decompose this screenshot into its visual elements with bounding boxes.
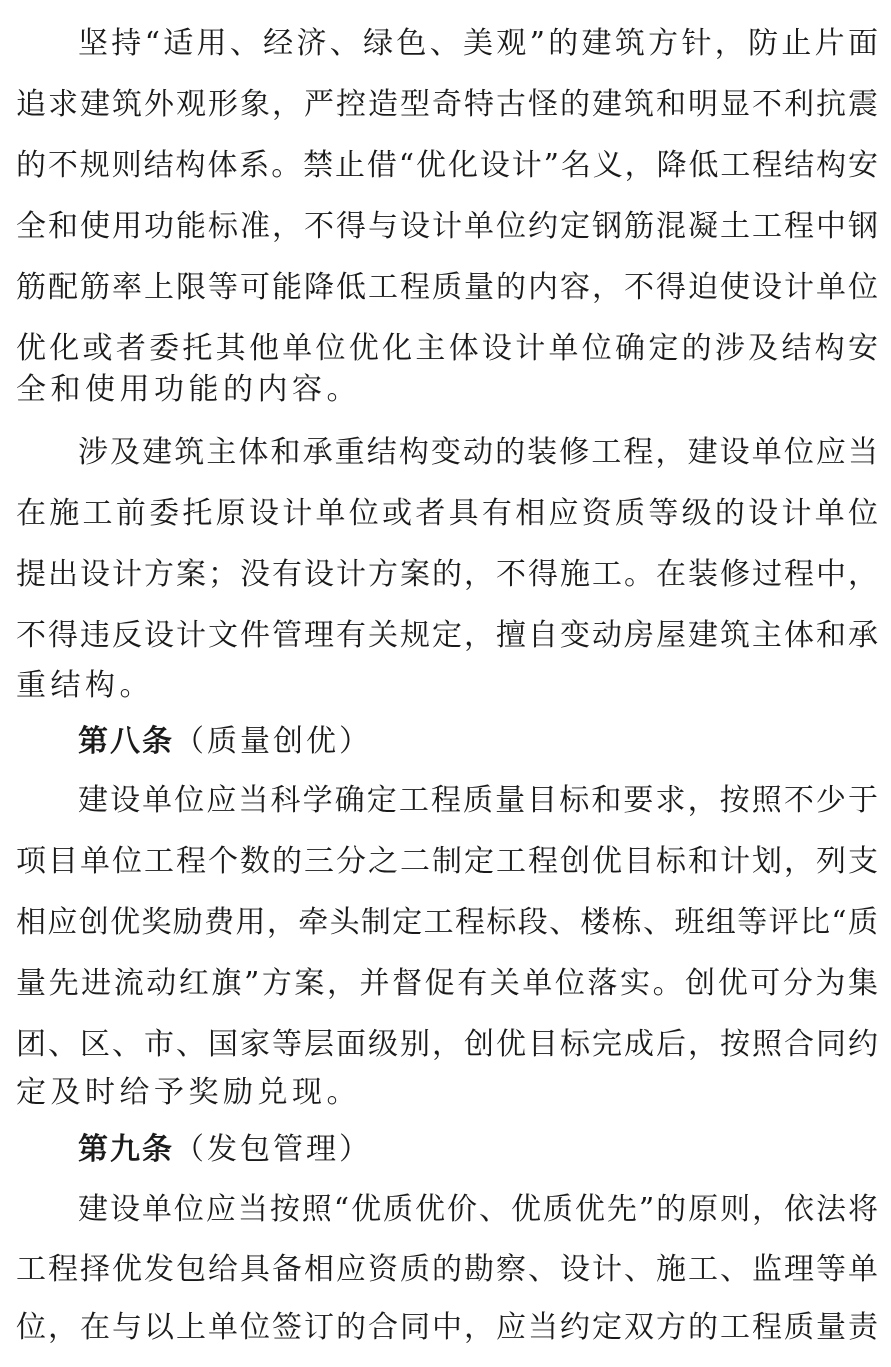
text-line: 相应创优奖励费用，牵头制定工程标段、楼栋、班组等评比“质 bbox=[16, 905, 878, 940]
article-number: 第八条 bbox=[78, 724, 174, 759]
article-subtitle: （质量创优） bbox=[174, 724, 372, 759]
text-line: 优化或者委托其他单位优化主体设计单位确定的涉及结构安 bbox=[16, 331, 878, 366]
text-line: 位，在与以上单位签订的合同中，应当约定双方的工程质量责 bbox=[16, 1310, 878, 1345]
text-line: 追求建筑外观形象，严控造型奇特古怪的建筑和明显不利抗震 bbox=[16, 87, 878, 122]
text-line: 在施工前委托原设计单位或者具有相应资质等级的设计单位 bbox=[16, 496, 878, 531]
text-line: 的不规则结构体系。禁止借“优化设计”名义，降低工程结构安 bbox=[16, 148, 878, 183]
text-line: 坚持“适用、经济、绿色、美观”的建筑方针，防止片面 bbox=[78, 26, 878, 61]
article-heading-8 bbox=[78, 712, 372, 772]
text-line: 全和使用功能标准，不得与设计单位约定钢筋混凝土工程中钢 bbox=[16, 209, 878, 244]
text-line: 不得违反设计文件管理有关规定，擅自变动房屋建筑主体和承 bbox=[16, 618, 878, 653]
text-line-last: 全和使用功能的内容。 bbox=[16, 372, 361, 407]
text-line: 筋配筋率上限等可能降低工程质量的内容，不得迫使设计单位 bbox=[16, 270, 878, 305]
text-line-last: 定及时给予奖励兑现。 bbox=[16, 1075, 361, 1110]
text-line: 涉及建筑主体和承重结构变动的装修工程，建设单位应当 bbox=[78, 435, 878, 470]
text-line: 提出设计方案；没有设计方案的，不得施工。在装修过程中， bbox=[16, 557, 878, 592]
article-heading-9 bbox=[78, 1120, 372, 1180]
text-line: 工程择优发包给具备相应资质的勘察、设计、施工、监理等单 bbox=[16, 1252, 878, 1287]
text-line: 建设单位应当科学确定工程质量目标和要求，按照不少于 bbox=[78, 783, 878, 818]
text-line: 团、区、市、国家等层面级别，创优目标完成后，按照合同约 bbox=[16, 1027, 878, 1062]
text-line-last: 重结构。 bbox=[16, 668, 154, 703]
article-subtitle: （发包管理） bbox=[174, 1132, 372, 1167]
text-line: 量先进流动红旗”方案，并督促有关单位落实。创优可分为集 bbox=[16, 966, 878, 1001]
article-number: 第九条 bbox=[78, 1132, 174, 1167]
text-line: 项目单位工程个数的三分之二制定工程创优目标和计划，列支 bbox=[16, 844, 878, 879]
text-line: 建设单位应当按照“优质优价、优质优先”的原则，依法将 bbox=[78, 1192, 878, 1227]
